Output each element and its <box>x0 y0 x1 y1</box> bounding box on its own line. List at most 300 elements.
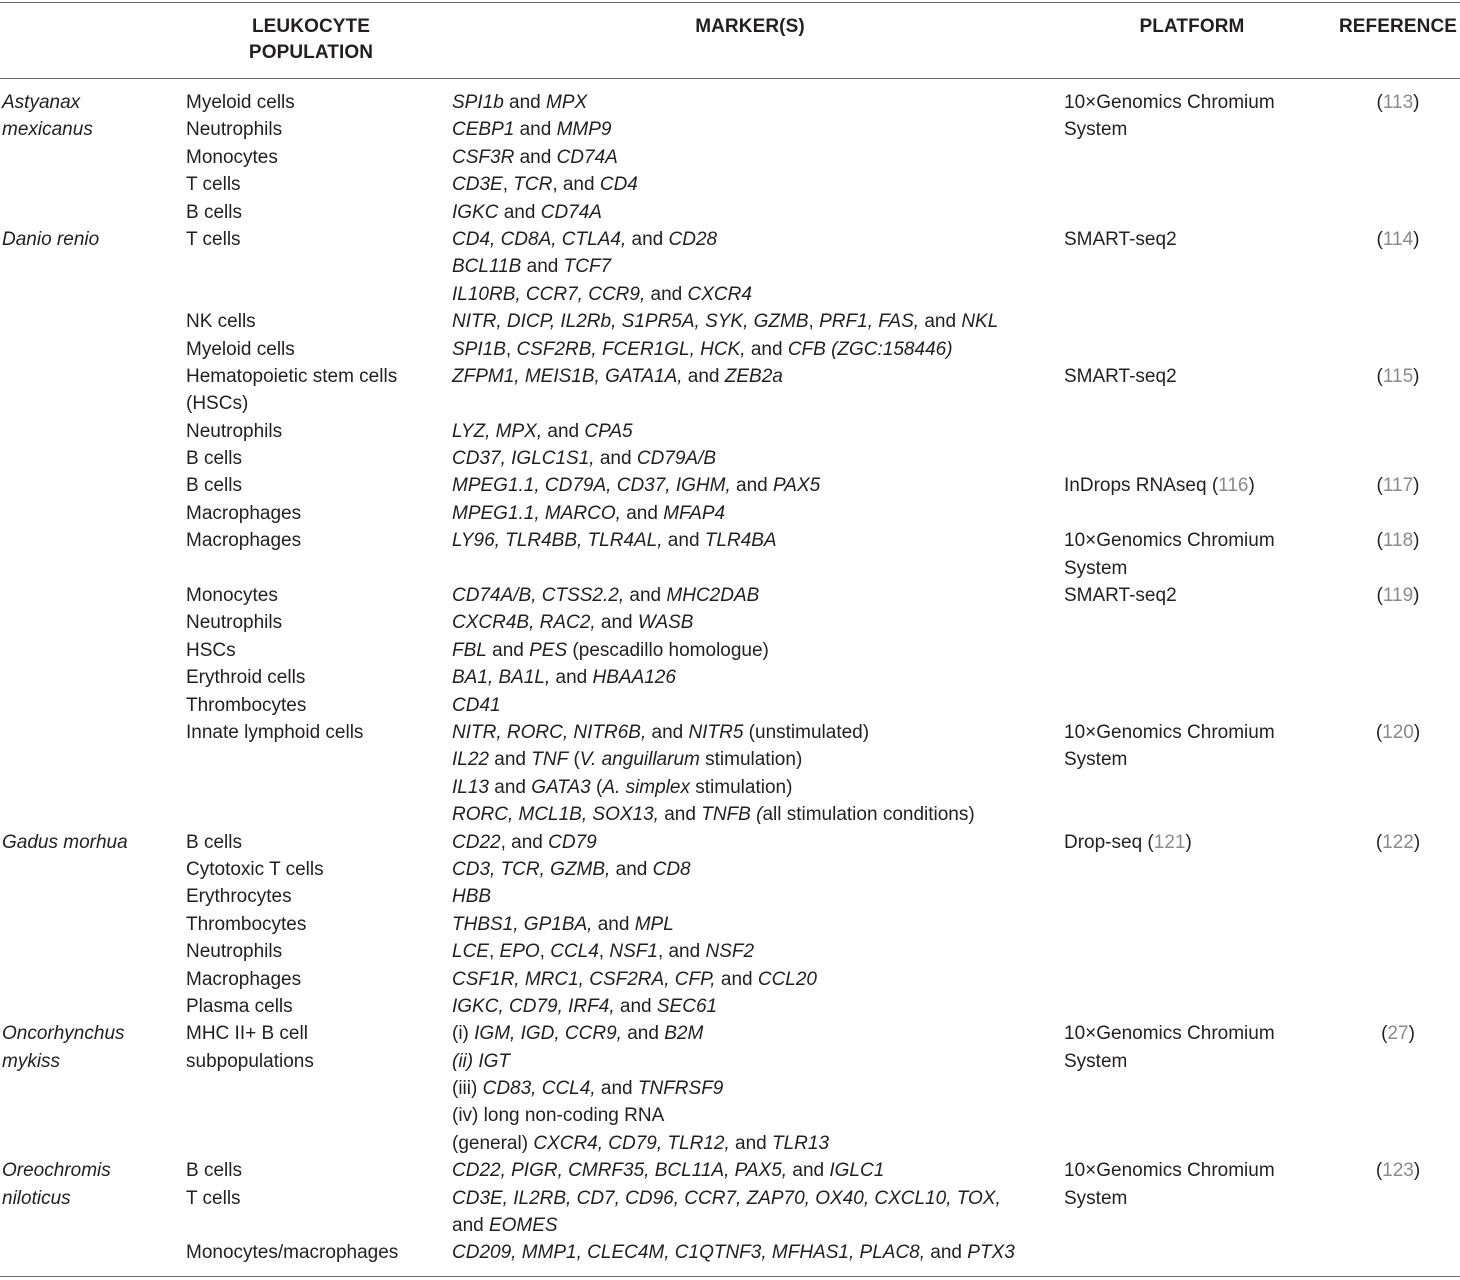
marker-cell <box>452 1048 510 1075</box>
table-row <box>0 226 1460 253</box>
marker-gene: HBAA126 <box>592 667 676 689</box>
marker-gene: FBL <box>452 639 487 661</box>
marker-text: , <box>598 941 610 963</box>
marker-gene: TCR <box>513 174 553 196</box>
marker-gene: CPA5 <box>584 420 633 442</box>
population-cell: Myeloid cells <box>186 338 295 360</box>
table-row <box>0 390 1460 417</box>
population-cell: T cells <box>186 174 241 196</box>
table-row <box>0 116 1460 143</box>
population-cell: Plasma cells <box>186 995 293 1017</box>
population-cell: (HSCs) <box>186 393 249 415</box>
marker-gene: CSF1R, MRC1, CSF2RA, CFP, <box>452 968 716 990</box>
table-row <box>0 993 1460 1020</box>
table-row <box>0 856 1460 883</box>
platform-cell: System <box>1064 557 1128 579</box>
marker-gene: CD74A <box>540 201 602 223</box>
marker-cell <box>452 281 752 308</box>
population-cell: Myeloid cells <box>186 92 295 113</box>
marker-text: and <box>787 1160 830 1182</box>
platform-citation[interactable]: 116 <box>1218 475 1249 497</box>
reference-cell <box>1336 472 1460 499</box>
table-row <box>0 500 1460 527</box>
marker-cell <box>452 746 802 773</box>
marker-gene: SEC61 <box>656 995 718 1017</box>
marker-gene: MFAP4 <box>663 502 726 524</box>
species-cell: mykiss <box>2 1050 61 1072</box>
reference-citation[interactable]: 27 <box>1387 1023 1409 1045</box>
population-cell: Macrophages <box>186 530 302 552</box>
marker-gene: PES <box>529 639 568 661</box>
marker-gene: CD41 <box>452 694 501 716</box>
table-row <box>0 1157 1460 1184</box>
marker-cell <box>452 253 611 280</box>
marker-cell <box>452 472 820 499</box>
marker-gene: CD3E, IL2RB, CD7, CD96, CCR7, ZAP70, OX40, CXCL10, TOX, <box>452 1187 1001 1209</box>
marker-gene: CD4, CD8A, CTLA4, <box>452 228 627 250</box>
marker-cell <box>452 911 674 938</box>
marker-text: , <box>505 338 517 360</box>
marker-text: and <box>595 1078 638 1100</box>
marker-gene: ZFPM1, MEIS1B, GATA1A, <box>452 365 683 387</box>
marker-text: (unstimulated) <box>743 721 870 743</box>
table-row <box>0 966 1460 993</box>
marker-text: and <box>595 612 638 634</box>
population-cell: Macrophages <box>186 968 302 990</box>
table-row <box>0 1212 1460 1239</box>
reference-cell <box>1336 363 1460 390</box>
reference-cell <box>1336 89 1460 116</box>
marker-cell <box>452 883 491 910</box>
population-cell: MHC II+ B cell <box>186 1023 308 1045</box>
marker-gene: CFB (ZGC:158446) <box>787 338 953 360</box>
population-cell: Hematopoietic stem cells <box>186 365 398 387</box>
marker-gene: CSF3R <box>452 146 515 168</box>
table-row <box>0 445 1460 472</box>
marker-text: and <box>729 1132 772 1154</box>
species-cell: Oncorhynchus <box>2 1023 125 1045</box>
marker-text: and <box>488 776 532 798</box>
paren: ( <box>1381 1023 1388 1045</box>
paren: ( <box>1376 475 1383 497</box>
marker-gene: CD74A/B, CTSS2.2, <box>452 585 625 607</box>
marker-text: and <box>592 913 635 935</box>
marker-cell <box>452 336 953 363</box>
marker-text: , and <box>657 941 706 963</box>
marker-text: and <box>498 201 541 223</box>
marker-gene: CCL20 <box>757 968 818 990</box>
marker-text: and <box>645 283 688 305</box>
marker-text: and <box>626 228 669 250</box>
header-markers: MARKER(S) <box>695 16 805 37</box>
paren: ( <box>1376 365 1383 387</box>
marker-gene: LYZ, MPX, <box>452 420 543 442</box>
marker-gene: CD4 <box>599 174 638 196</box>
marker-gene: RORC, MCL1B, SOX13, <box>452 804 659 826</box>
marker-text: and <box>658 804 702 826</box>
marker-cell <box>452 719 869 746</box>
marker-gene: TLR13 <box>772 1132 830 1154</box>
reference-citation[interactable]: 113 <box>1382 92 1414 113</box>
marker-gene: MPL <box>634 913 674 935</box>
marker-cell <box>452 199 602 226</box>
marker-gene: CD3E <box>452 174 503 196</box>
marker-gene: CD28 <box>668 228 718 250</box>
table-row <box>0 1102 1460 1129</box>
marker-gene: LCE <box>452 941 489 963</box>
header-platform: PLATFORM <box>1139 16 1245 37</box>
population-cell: Thrombocytes <box>186 694 307 716</box>
marker-text: stimulation) <box>689 776 793 798</box>
marker-gene: CXCR4, CD79, TLR12, <box>533 1132 730 1154</box>
header-population-line2: POPULATION <box>248 42 374 63</box>
table-row <box>0 171 1460 198</box>
table-row <box>0 582 1460 609</box>
marker-cell <box>452 171 638 198</box>
population-cell: Monocytes/macrophages <box>186 1242 399 1264</box>
reference-cell <box>1336 1157 1460 1184</box>
population-cell: Neutrophils <box>186 612 283 634</box>
table-row <box>0 472 1460 499</box>
species-cell: mexicanus <box>2 119 93 141</box>
marker-gene: CEBP1 <box>452 119 515 141</box>
marker-cell <box>452 582 759 609</box>
marker-cell <box>452 1157 884 1184</box>
marker-cell <box>452 938 754 965</box>
paren: ) <box>1413 530 1420 552</box>
marker-text: and <box>610 858 653 880</box>
table-row <box>0 774 1460 801</box>
marker-gene: IGKC, CD79, IRF4, <box>452 995 615 1017</box>
marker-cell <box>452 1130 829 1157</box>
header-rule <box>0 78 1460 79</box>
marker-text: all stimulation conditions) <box>762 804 975 826</box>
marker-text: and <box>486 639 530 661</box>
marker-gene: CD74A <box>556 146 618 168</box>
population-cell: T cells <box>186 228 241 250</box>
marker-cell <box>452 637 769 664</box>
platform-cell: System <box>1064 749 1128 771</box>
header-population <box>226 14 396 66</box>
marker-gene: NITR5 <box>688 721 744 743</box>
reference-citation[interactable]: 123 <box>1382 1160 1414 1182</box>
marker-gene: MPEG1.1, MARCO, <box>452 502 621 524</box>
marker-text: and <box>514 146 557 168</box>
table-row <box>0 719 1460 746</box>
population-cell: HSCs <box>186 639 236 661</box>
reference-citation[interactable]: 117 <box>1382 475 1414 497</box>
marker-gene: NKL <box>961 311 999 333</box>
marker-gene: A. simplex <box>602 776 690 798</box>
table-row <box>0 1075 1460 1102</box>
marker-text: , <box>539 941 551 963</box>
marker-text: and <box>730 475 774 497</box>
platform-cell: SMART-seq2 <box>1064 228 1177 250</box>
marker-gene: CD37, IGLC1S1, <box>452 448 595 470</box>
platform-cell: 10×Genomics Chromium <box>1064 1023 1275 1045</box>
marker-cell <box>452 445 716 472</box>
table-top-rule <box>0 2 1460 3</box>
marker-cell <box>452 1185 1001 1212</box>
population-cell: Neutrophils <box>186 420 283 442</box>
table-row <box>0 609 1460 636</box>
marker-gene: (ii) IGT <box>452 1050 511 1072</box>
paren: ) <box>1413 721 1421 743</box>
table-row <box>0 363 1460 390</box>
marker-text: and <box>646 721 689 743</box>
marker-text: (i) <box>452 1023 475 1045</box>
table-row <box>0 664 1460 691</box>
table-row <box>0 801 1460 828</box>
reference-citation[interactable]: 115 <box>1382 365 1414 387</box>
marker-gene: IGLC1 <box>829 1160 885 1182</box>
platform-cell: 10×Genomics Chromium <box>1064 721 1275 743</box>
paren: ( <box>1376 530 1383 552</box>
marker-gene: MHC2DAB <box>666 585 760 607</box>
marker-text: and <box>620 502 664 524</box>
marker-gene: MMP9 <box>556 119 612 141</box>
population-cell: Cytotoxic T cells <box>186 858 324 880</box>
marker-text: ( <box>590 776 603 798</box>
marker-cell <box>452 144 618 171</box>
marker-cell <box>452 1075 723 1102</box>
reference-cell <box>1336 527 1460 554</box>
population-cell: Erythrocytes <box>186 886 292 908</box>
table-row <box>0 89 1460 116</box>
reference-cell <box>1336 1020 1460 1047</box>
marker-gene: WASB <box>637 612 694 634</box>
marker-gene: CD79 <box>548 831 597 853</box>
platform-cell: SMART-seq2 <box>1064 585 1177 607</box>
table-row <box>0 692 1460 719</box>
marker-text: , and <box>500 831 549 853</box>
marker-gene: MPEG1.1, CD79A, CD37, IGHM, <box>452 475 731 497</box>
table-row <box>0 308 1460 335</box>
paren: ( <box>1375 831 1383 853</box>
platform-text: ) <box>1248 475 1255 497</box>
header-reference: REFERENCE <box>1338 16 1458 37</box>
marker-gene: CD83, CCL4, <box>482 1078 596 1100</box>
reference-citation[interactable]: 119 <box>1382 585 1414 607</box>
marker-gene: IL13 <box>452 776 489 798</box>
marker-text: and <box>594 448 637 470</box>
marker-gene: PAX5 <box>773 475 821 497</box>
species-cell: Astyanax <box>2 92 81 113</box>
marker-gene: BA1, BA1L, <box>452 667 551 689</box>
table-body <box>0 89 1460 1267</box>
marker-text: , <box>808 311 820 333</box>
marker-gene: THBS1, GP1BA, <box>452 913 593 935</box>
marker-text: (pescadillo homologue) <box>567 639 769 661</box>
table-row <box>0 1239 1460 1266</box>
marker-cell <box>452 1239 1015 1266</box>
marker-cell <box>452 829 597 856</box>
reference-cell <box>1336 226 1460 253</box>
marker-cell <box>452 1020 703 1047</box>
species-cell: Danio renio <box>2 228 100 250</box>
marker-gene: LY96, TLR4BB, TLR4AL, <box>452 530 663 552</box>
marker-text: (iv) long non-coding RNA <box>452 1105 665 1127</box>
marker-gene: CD209, MMP1, CLEC4M, C1QTNF3, MFHAS1, PLAC8, <box>452 1242 926 1264</box>
table-bottom-rule <box>0 1276 1460 1277</box>
platform-text: Drop-seq ( <box>1064 831 1154 853</box>
population-cell: T cells <box>186 1187 241 1209</box>
marker-gene: IL10RB, CCR7, CCR9, <box>452 283 646 305</box>
marker-text: , <box>488 941 500 963</box>
platform-text: ) <box>1185 831 1192 853</box>
paren: ) <box>1413 92 1420 113</box>
species-cell: Gadus morhua <box>2 831 128 853</box>
marker-text: and <box>745 338 788 360</box>
marker-gene: CD8 <box>652 858 691 880</box>
population-cell: Monocytes <box>186 585 278 607</box>
table-row <box>0 883 1460 910</box>
marker-gene: IL22 <box>452 749 489 771</box>
population-cell: NK cells <box>186 311 256 333</box>
header-population-line1: LEUKOCYTE <box>251 16 371 37</box>
paren: ) <box>1413 585 1420 607</box>
marker-cell <box>452 116 611 143</box>
marker-gene: NITR, RORC, NITR6B, <box>452 721 647 743</box>
marker-text: , <box>502 174 514 196</box>
table-row <box>0 144 1460 171</box>
population-cell: B cells <box>186 475 242 497</box>
marker-gene: TNF <box>531 749 569 771</box>
reference-cell <box>1336 582 1460 609</box>
table-row <box>0 418 1460 445</box>
reference-citation[interactable]: 120 <box>1382 721 1414 743</box>
marker-text: and <box>662 530 705 552</box>
marker-gene: CD79A/B <box>636 448 717 470</box>
marker-cell <box>452 1102 664 1129</box>
marker-gene: TLR4BA <box>704 530 777 552</box>
marker-gene: GATA3 <box>531 776 591 798</box>
table-row <box>0 911 1460 938</box>
population-cell: Macrophages <box>186 502 302 524</box>
marker-text: and <box>715 968 758 990</box>
population-cell: B cells <box>186 201 242 223</box>
paren: ( <box>1376 228 1383 250</box>
marker-cell <box>452 1212 558 1239</box>
platform-cell <box>1064 472 1255 499</box>
marker-cell <box>452 308 998 335</box>
population-cell: Neutrophils <box>186 119 283 141</box>
platform-citation[interactable]: 121 <box>1153 831 1186 853</box>
paren: ( <box>1376 92 1383 113</box>
marker-cell <box>452 418 633 445</box>
platform-text: InDrops RNAseq ( <box>1064 475 1219 497</box>
population-cell: Thrombocytes <box>186 913 307 935</box>
marker-gene: IGM, IGD, CCR9, <box>474 1023 622 1045</box>
table-row <box>0 1185 1460 1212</box>
table-row <box>0 1048 1460 1075</box>
paren: ( <box>1375 1160 1383 1182</box>
marker-text: and <box>542 420 585 442</box>
marker-text: and <box>452 1215 489 1237</box>
table-row <box>0 527 1460 554</box>
marker-cell <box>452 993 717 1020</box>
table-row <box>0 1020 1460 1047</box>
marker-text: and <box>614 995 657 1017</box>
reference-citation[interactable]: 114 <box>1382 228 1414 250</box>
paren: ) <box>1413 831 1421 853</box>
marker-text: and <box>682 365 725 387</box>
marker-cell <box>452 774 792 801</box>
paren: ) <box>1413 228 1420 250</box>
table-row <box>0 336 1460 363</box>
marker-cell <box>452 89 587 116</box>
marker-gene: TNFB ( <box>701 804 763 826</box>
marker-text: and <box>621 1023 665 1045</box>
marker-gene: TCF7 <box>563 256 612 278</box>
marker-cell <box>452 527 777 554</box>
marker-gene: B2M <box>664 1023 704 1045</box>
marker-gene: CCL4 <box>550 941 599 963</box>
population-cell: B cells <box>186 831 242 853</box>
population-cell: B cells <box>186 1160 242 1182</box>
marker-gene: CSF2RB, FCER1GL, HCK, <box>516 338 746 360</box>
paren: ) <box>1408 1023 1415 1045</box>
marker-text: stimulation) <box>699 749 803 771</box>
marker-cell <box>452 856 691 883</box>
platform-cell: System <box>1064 1050 1128 1072</box>
marker-gene: BCL11B <box>452 256 522 278</box>
marker-text: and <box>550 667 593 689</box>
table-row <box>0 555 1460 582</box>
table-row <box>0 1130 1460 1157</box>
population-cell: Innate lymphoid cells <box>186 721 364 743</box>
table-row <box>0 938 1460 965</box>
paren: ) <box>1413 475 1420 497</box>
reference-citation[interactable]: 118 <box>1382 530 1414 552</box>
marker-gene: PRF1, FAS, <box>819 311 920 333</box>
population-cell: B cells <box>186 448 242 470</box>
marker-cell <box>452 664 676 691</box>
marker-gene: HBB <box>452 886 492 908</box>
paren: ( <box>1375 721 1383 743</box>
marker-cell <box>452 692 501 719</box>
platform-cell: System <box>1064 119 1128 141</box>
paren: ( <box>1376 585 1383 607</box>
table-row <box>0 253 1460 280</box>
marker-cell <box>452 801 975 828</box>
marker-cell <box>452 966 817 993</box>
marker-cell <box>452 609 693 636</box>
population-cell: Erythroid cells <box>186 667 306 689</box>
marker-text: and <box>488 749 532 771</box>
reference-cell <box>1336 719 1460 746</box>
marker-text: and <box>503 92 547 113</box>
marker-text: and <box>919 311 962 333</box>
population-cell: Neutrophils <box>186 941 283 963</box>
marker-gene: TNFRSF9 <box>637 1078 724 1100</box>
marker-cell <box>452 226 717 253</box>
marker-text: (general) <box>452 1132 534 1154</box>
marker-gene: PTX3 <box>967 1242 1015 1264</box>
marker-gene: CD3, TCR, GZMB, <box>452 858 611 880</box>
platform-cell: 10×Genomics Chromium <box>1064 92 1275 113</box>
marker-text: and <box>925 1242 968 1264</box>
marker-text: and <box>514 119 557 141</box>
table-row <box>0 829 1460 856</box>
reference-citation[interactable]: 122 <box>1382 831 1414 853</box>
marker-gene: SPI1b <box>452 92 504 113</box>
marker-text: ( <box>568 749 580 771</box>
marker-gene: NITR, DICP, IL2Rb, S1PR5A, SYK, GZMB <box>452 311 809 333</box>
paren: ) <box>1413 365 1420 387</box>
marker-gene: MPX <box>546 92 588 113</box>
species-cell: niloticus <box>2 1187 71 1209</box>
